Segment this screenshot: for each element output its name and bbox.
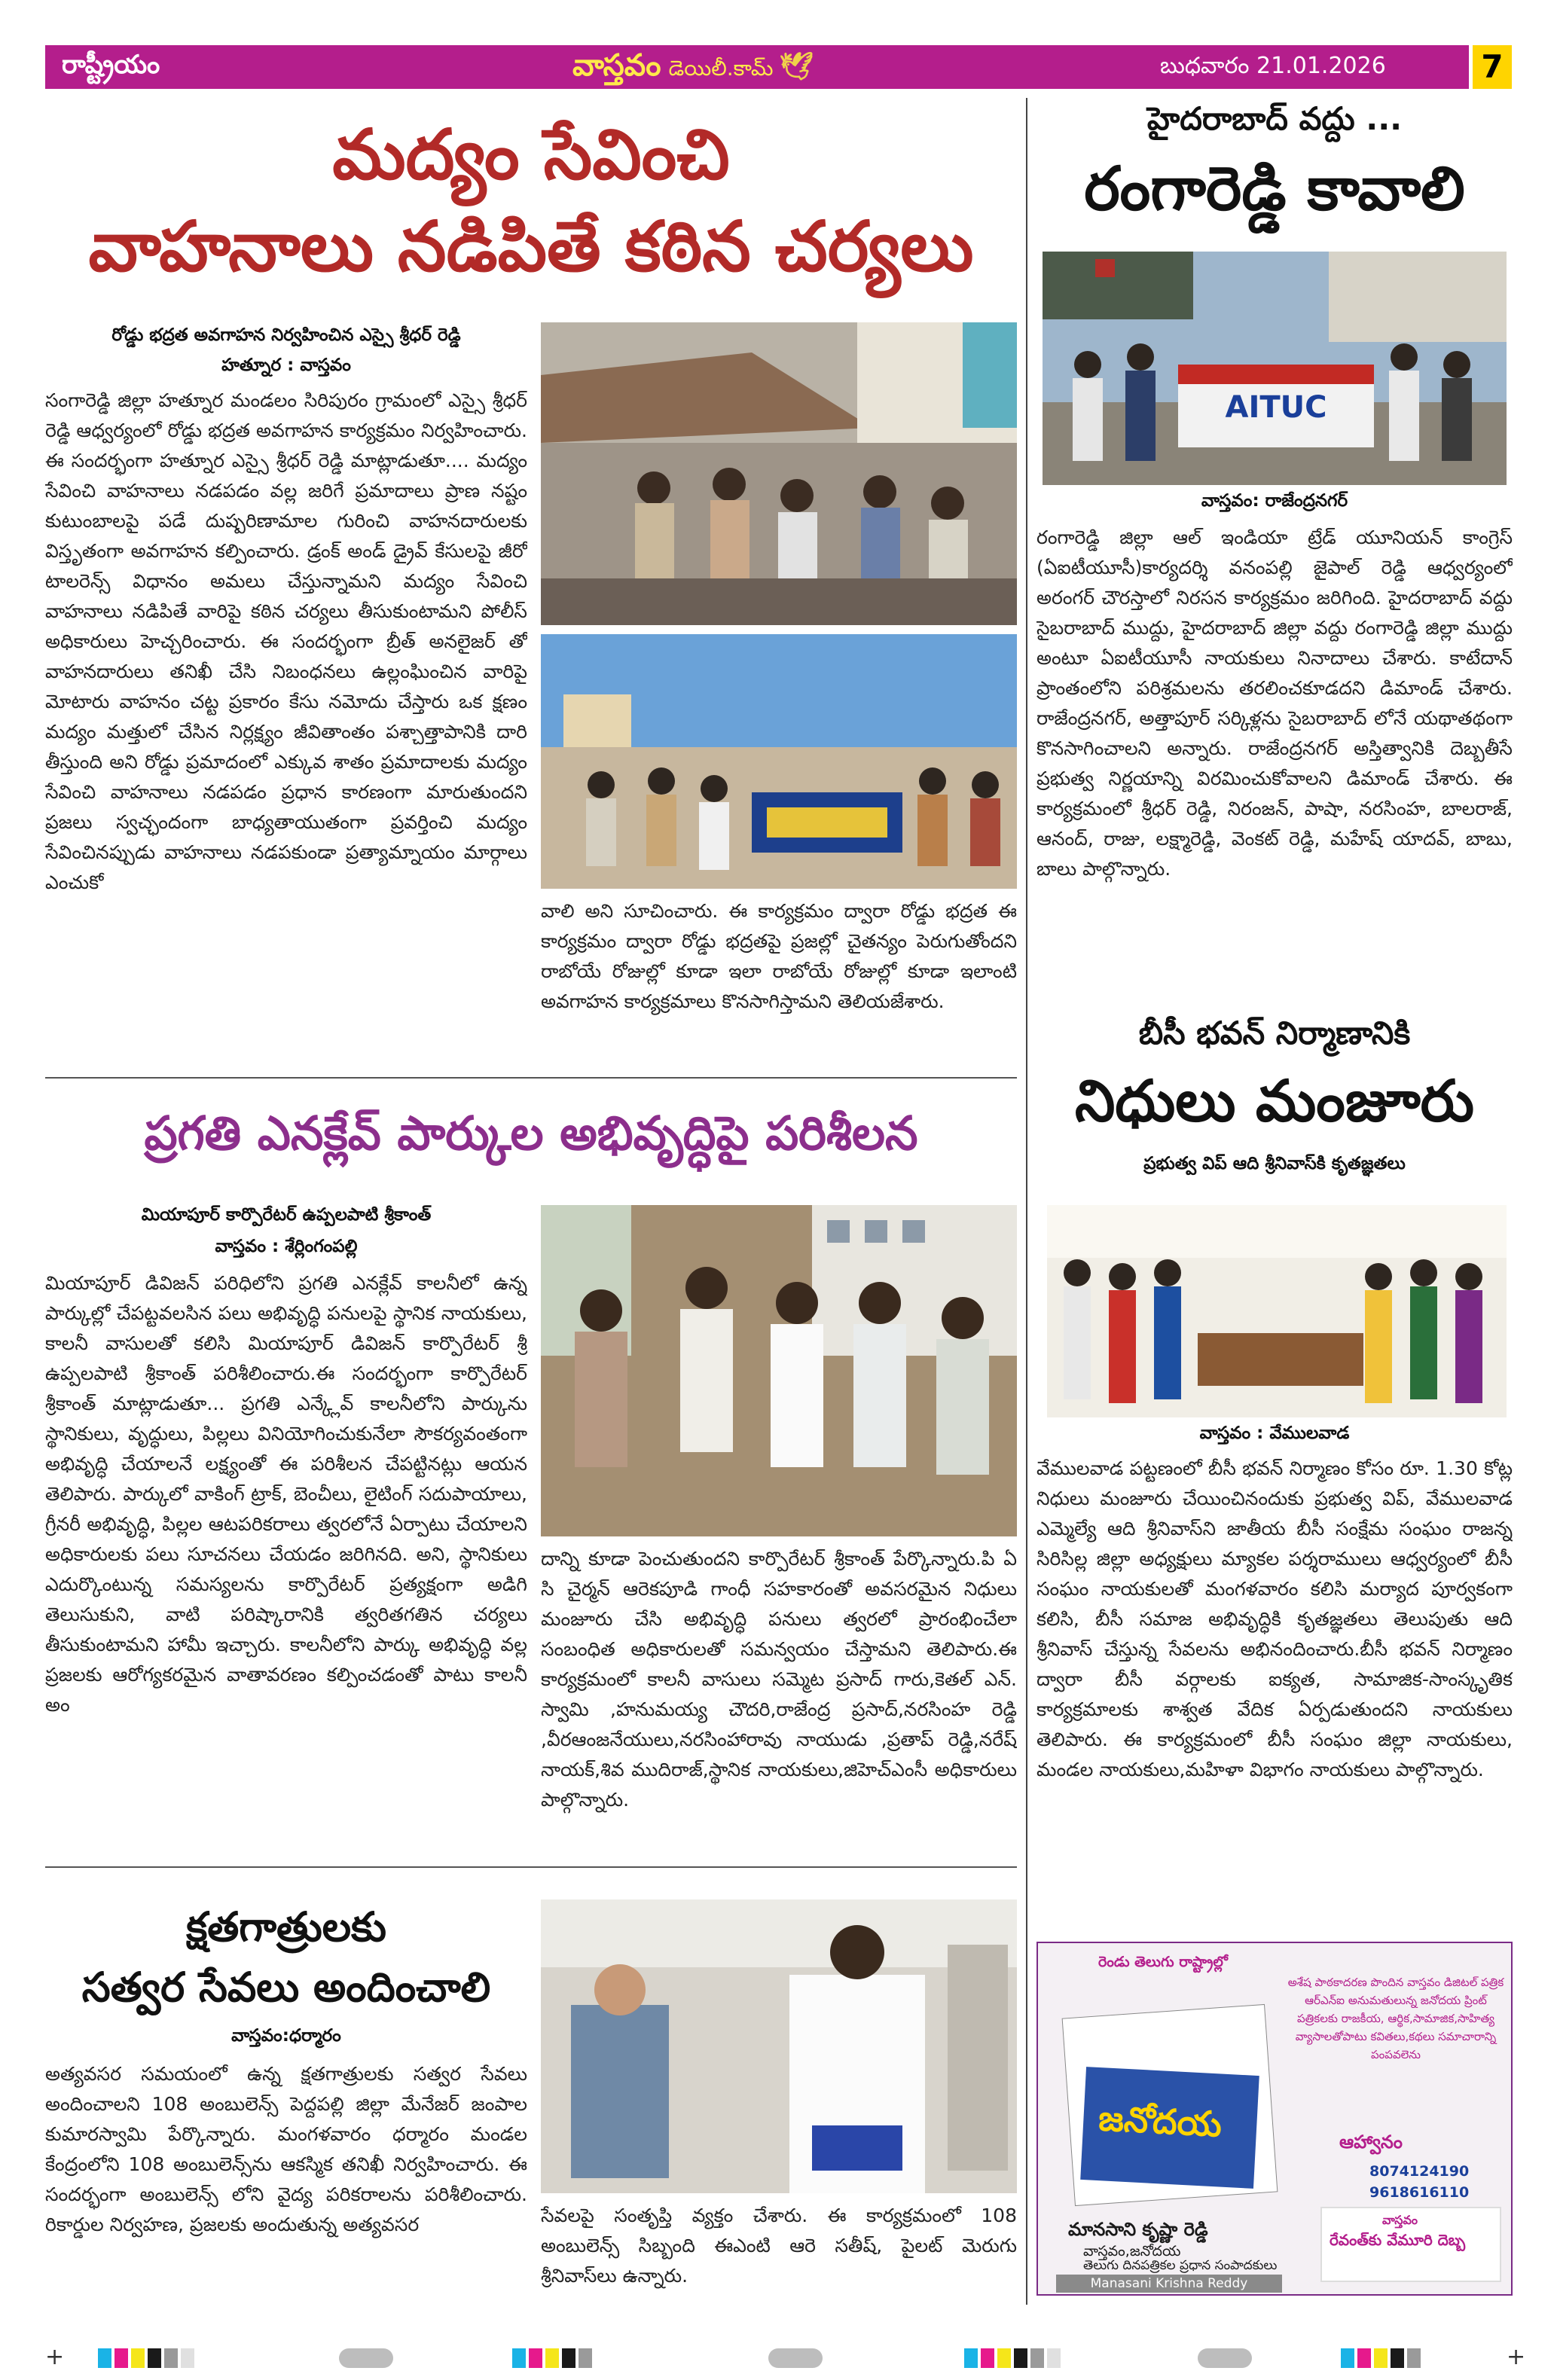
article2-banner-text: AITUC bbox=[1225, 390, 1327, 425]
article1-headline-line2: వాహనాలు నడిపితే కఠిన చర్యలు bbox=[88, 206, 974, 287]
divider-2 bbox=[45, 1866, 1017, 1868]
masthead bbox=[572, 48, 814, 90]
registration-cross-left: + bbox=[45, 2344, 65, 2370]
article1-body-right: వాలి అని సూచించారు. ఈ కార్యక్రమం ద్వారా రోడ్డు భద్రత ఈ కార్యక్రమం ద్వారా రోడ్డు భద్రతపై ప్రజల్లో చైతన్యం పెరుగుతోందని రాబోయే రోజుల్లో కూడా ఇలా రాబోయే రోజుల్లో కూడా ఇలాంటి అవగాహన కార్యక్రమాలు కొనసాగిస్తామని తెలియజేశారు. bbox=[541, 900, 1017, 1012]
ad-editor-name: మానసాని కృష్ణా రెడ్డి bbox=[1068, 2219, 1208, 2240]
section-name: రాష్ట్రీయం bbox=[62, 50, 160, 80]
page-number: 7 bbox=[1473, 45, 1512, 89]
ad-magazine-cover-2 bbox=[1080, 2067, 1259, 2189]
article5-headline-line2: సత్వర సేవలు అందించాలి bbox=[81, 1963, 491, 2011]
article3-subhead: మియాపూర్ కార్పొరేటర్ ఉప్పలపాటి శ్రీకాంత్ bbox=[141, 1205, 432, 1225]
ad-invite: ఆహ్వానం bbox=[1339, 2131, 1403, 2153]
article2-body: రంగారెడ్డి జిల్లా ఆల్ ఇండియా ట్రేడ్ యూనియన్ కాంగ్రెస్ (ఏఐటీయూసీ)కార్యదర్శి వనంపల్లి జైపాల్ రెడ్డి ఆధ్వర్యంలో అరంగర్ చౌరస్తాలో నిరసన కార్యక్రమం జరిగింది. హైదరాబాద్ వద్దు సైబరాబాద్ ముద్దు, హైదరాబాద్ జిల్లా వద్దు రంగారెడ్డి జిల్లా ముద్దు అంటూ ఏఐటీయూసీ నాయకులు నినాదాలు చేశారు. కాటేదాన్ ప్రాంతంలోని పరిశ్రమలను తరలించకూడదని డిమాండ్ చేశారు. రాజేంద్రనగర్, అత్తాపూర్ సర్కిళ్లను సైబరాబాద్ లోనే యథాతథంగా కొనసాగించాలని అన్నారు. రాజేంద్రనగర్ అస్తిత్వానికి దెబ్బతీసే ప్రభుత్వ నిర్ణయాన్ని విరమించుకోవాలని డిమాండ్ చేశారు. ఈ కార్యక్రమంలో శ్రీధర్ రెడ్డి, నిరంజన్, పాషా, నరసింహ, బాలరాజ్, ఆనంద్, రాజు, లక్ష్మారెడ్డి, వెంకట్ రెడ్డి, మహేష్ యాదవ్, బాబు, బాలు పాల్గొన్నారు. bbox=[1036, 526, 1513, 880]
article5-body-right: సేవలపై సంతృప్తి వ్యక్తం చేశారు. ఈ కార్యక్రమంలో 108 అంబులెన్స్ సిబ్బంది ఈఎంటి ఆరె సతీష్, పైలట్ మెరుగు శ్రీనివాస్‌లు ఉన్నారు. bbox=[541, 2205, 1017, 2287]
article4-dateline: వాస్తవం : వేములవాడ bbox=[1199, 1423, 1350, 1443]
article1-dateline: హత్నూర : వాస్తవం bbox=[221, 355, 351, 375]
ad-phone1: 8074124190 bbox=[1369, 2163, 1470, 2180]
article2-dateline: వాస్తవం: రాజేంద్రనగర్ bbox=[1201, 491, 1348, 511]
article4-headline: నిధులు మంజూరు bbox=[1074, 1067, 1475, 1134]
article1-subhead: రోడ్డు భద్రత అవగాహన నిర్వహించిన ఎస్సై శ్రీధర్ రెడ్డి bbox=[111, 325, 461, 345]
article3-dateline: వాస్తవం : శేర్లింగంపల్లి bbox=[215, 1237, 358, 1256]
ad-right-text: అశేష పాఠకాదరణ పొందిన వాస్తవం డిజిటల్ పత్రిక ఆర్ఎన్ఐ అనుమతులున్న జనోదయ ప్రింట్ పత్రికలకు రాజకీయ, ఆర్థిక,సామాజిక,సాహిత్య వ్యాసాలతోపాటు కవితలు,కథలు సమాచారాన్ని పంపవలెను bbox=[1287, 1976, 1504, 2061]
article2-kicker: హైదరాబాద్ వద్దు ... bbox=[1146, 100, 1403, 137]
registration-pill-3 bbox=[1198, 2348, 1252, 2368]
article5-dateline: వాస్తవం:ధర్మారం bbox=[231, 2026, 341, 2046]
subscription-ad bbox=[1036, 1942, 1513, 2296]
article1-photo-top bbox=[541, 322, 1017, 625]
article2-headline: రంగారెడ్డి కావాలి bbox=[1084, 153, 1465, 224]
article5-headline-line1: క్షతగాత్రులకు bbox=[186, 1902, 386, 1951]
article4-subhead: ప్రభుత్వ విప్ ఆది శ్రీనివాస్‌కి కృతజ్ఞతలు bbox=[1143, 1154, 1406, 1173]
bird-icon: 🕊 bbox=[779, 51, 814, 82]
article1-photo-bottom bbox=[541, 634, 1017, 889]
ad-promo bbox=[1320, 2207, 1501, 2282]
article3-body-left: మియాపూర్ డివిజన్ పరిధిలోని ప్రగతి ఎనక్లేవ్ కాలనీలో ఉన్న పార్కుల్లో చేపట్టవలసిన పలు అభివృద్ధి పనులపై స్థానిక నాయకులు, కాలనీ వాసులతో కలిసి మియాపూర్ డివిజన్ కార్పొరేటర్ శ్రీ ఉప్పలపాటి శ్రీకాంత్ పరిశీలించారు.ఈ సందర్భంగా కార్పొరేటర్ శ్రీకాంత్ మాట్లాడుతూ... ప్రగతి ఎన్క్లేవ్ కాలనీలోని పార్కును స్థానికులు, వృద్ధులు, పిల్లలు వినియోగించుకునేలా సౌకర్యవంతంగా అభివృద్ధి చేయాలనే లక్ష్యంతో ఈ పరిశీలన చేపట్టినట్లు ఆయన తెలిపారు. పార్కులో వాకింగ్ ట్రాక్, బెంచీలు, లైటింగ్ సదుపాయాలు, గ్రీనరీ అభివృద్ధి, పిల్లల ఆటపరికరాలు త్వరలోనే ఏర్పాటు చేయాలని అధికారులకు పలు సూచనలు చేయడం జరిగినది. అని, స్థానికులు ఎదుర్కొంటున్న సమస్యలను కార్పొరేటర్ ప్రత్యక్షంగా అడిగి తెలుసుకుని, వాటి పరిష్కారానికి త్వరితగతిన చర్యలు తీసుకుంటామని హామీ ఇచ్చారు. కాలనీలోని పార్కు అభివృద్ధి వల్ల ప్రజలకు ఆరోగ్యకరమైన వాతావరణం కల్పించడంతో పాటు కాలనీ అం bbox=[45, 1272, 527, 1716]
article5-photo bbox=[541, 1899, 1017, 2193]
color-bar-1 bbox=[98, 2348, 249, 2368]
divider-1 bbox=[45, 1077, 1017, 1079]
article3-photo bbox=[541, 1205, 1017, 1536]
registration-pill-1 bbox=[339, 2348, 393, 2368]
ad-editor-role2: తెలుగు దినపత్రికల ప్రధాన సంపాదకులు bbox=[1083, 2258, 1278, 2273]
section-header-bar bbox=[45, 45, 1469, 89]
ad-magazine-title: జనోదయ bbox=[1098, 2098, 1223, 2145]
color-bar-2 bbox=[512, 2348, 663, 2368]
masthead-sub: డెయిలీ.కామ్ bbox=[668, 56, 774, 81]
registration-cross-right: + bbox=[1507, 2344, 1526, 2370]
article3-headline: ప్రగతి ఎనక్లేవ్ పార్కుల అభివృద్ధిపై పరిశీలన bbox=[144, 1106, 918, 1161]
article2-photo bbox=[1043, 252, 1507, 485]
ad-promo-text: రేవంత్‌కు వేమూరి దెబ్బ bbox=[1330, 2231, 1466, 2249]
color-bar-3 bbox=[964, 2348, 1130, 2368]
article5-body: అత్యవసర సమయంలో ఉన్న క్షతగాత్రులకు సత్వర సేవలు అందించాలని 108 అంబులెన్స్ పెద్దపల్లి జిల్లా మేనేజర్ జంపాల కుమారస్వామి పేర్కొన్నారు. మంగళవారం ధర్మారం మండల కేంద్రంలోని 108 అంబులెన్స్‌ను ఆకస్మిక తనిఖీ నిర్వహించారు. ఈ సందర్భంగా అంబులెన్స్ లోని వైద్య పరికరాలను పరిశీలించారు. రికార్డుల నిర్వహణ, ప్రజలకు అందుతున్న అత్యవసర bbox=[45, 2063, 527, 2235]
masthead-title: వాస్తవం bbox=[572, 48, 661, 83]
ad-name-strip: Manasani Krishna Reddy bbox=[1056, 2275, 1282, 2293]
ad-editor-role: వాస్తవం,జనోదయ bbox=[1083, 2243, 1181, 2259]
color-bar-4 bbox=[1341, 2348, 1491, 2368]
article1-body-left: సంగారెడ్డి జిల్లా హత్నూర మండలం సిరిపురం గ్రామంలో ఎస్సై శ్రీధర్ రెడ్డి ఆధ్వర్యంలో రోడ్డు భద్రత అవగాహన కార్యక్రమం నిర్వహించారు. ఈ సందర్భంగా హత్నూర ఎస్సై శ్రీధర్ రెడ్డి మాట్లాడుతూ.... మద్యం సేవించి వాహనాలు నడపడం వల్ల జరిగే ప్రమాదాలు ప్రాణ నష్టం కుటుంబాలపై పడే దుష్పరిణామాల గురించి వాహనదారులకు విస్తృతంగా అవగాహన కల్పించారు. డ్రంక్ అండ్ డ్రైవ్ కేసులపై జీరో టాలరెన్స్ విధానం అమలు చేస్తున్నామని మద్యం సేవించి వాహనాలు నడిపితే వారిపై కఠిన చర్యలు తీసుకుంటామని పోలీస్ అధికారులు హెచ్చరించారు. ఈ సందర్భంగా బ్రీత్ అనలైజర్ తో వాహనదారులు తనిఖీ చేసి నిబంధనలు ఉల్లంఘించిన వారిపై మోటారు వాహనం చట్ట ప్రకారం కేసు నమోదు చేస్తారు ఒక క్షణం మద్యం మత్తులో చేసిన నిర్లక్ష్యం జీవితాంతం పశ్చాత్తాపానికి దారి తీస్తుంది అని రోడ్డు ప్రమాదంలో ఎక్కువ శాతం ప్రమాదాలకు మద్యం సేవించి వాహనాలు నడపడం ప్రధాన కారణంగా మారుతుందని ప్రజలు స్వచ్ఛందంగా బాధ్యతాయుతంగా ప్రవర్తించి మద్యం సేవించినప్పుడు వాహనాలు నడపకుండా ప్రత్యామ్నాయం మార్గాలు ఎంచుకో bbox=[45, 389, 527, 893]
ad-vastavam-tag: వాస్తవం bbox=[1382, 2213, 1418, 2227]
issue-date: బుధవారం 21.01.2026 bbox=[1160, 53, 1386, 79]
registration-pill-2 bbox=[768, 2348, 823, 2368]
article4-kicker: బీసీ భవన్ నిర్మాణానికి bbox=[1138, 1015, 1411, 1051]
article1-headline-line1: మద్యం సేవించి bbox=[332, 114, 730, 195]
ad-line1: రెండు తెలుగు రాష్ట్రాల్లో bbox=[1098, 1954, 1228, 1970]
article4-body: వేములవాడ పట్టణంలో బీసీ భవన్ నిర్మాణం కోసం రూ. 1.30 కోట్ల నిధులు మంజూరు చేయించినందుకు ప్రభుత్వ విప్, వేములవాడ ఎమ్మెల్యే ఆది శ్రీనివాస్‌ని జాతీయ బీసీ సంక్షేమ సంఘం రాజన్న సిరిసిల్ల జిల్లా అధ్యక్షులు మ్యాకల పర్శరాములు ఆధ్వర్యంలో బీసీ సంఘం నాయకులతో మంగళవారం కలిసి మర్యాద పూర్వకంగా కలిసి, బీసీ సమాజ అభివృద్ధికి కృతజ్ఞతలు తెలుపుతు ఆది శ్రీనివాస్ చేస్తున్న సేవలను అభినందించారు.బీసీ భవన్ నిర్మాణం ద్వారా బీసీ వర్గాలకు ఐక్యత, సామాజిక-సాంస్కృతిక కార్యక్రమాలకు శాశ్వత వేదిక ఏర్పడుతుందని నాయకులు తెలిపారు. ఈ కార్యక్రమంలో బీసీ సంఘం జిల్లా నాయకులు, మండల నాయకులు,మహిళా విభాగం నాయకులు పాల్గొన్నారు. bbox=[1036, 1457, 1513, 1780]
column-divider bbox=[1026, 98, 1027, 2305]
ad-phone2: 9618616110 bbox=[1369, 2184, 1470, 2201]
article4-photo bbox=[1047, 1205, 1507, 1417]
article3-body-right: దాన్ని కూడా పెంచుతుందని కార్పొరేటర్ శ్రీకాంత్ పేర్కొన్నారు.పి ఏ సి చైర్మన్ ఆరెకపూడి గాంధీ సహకారంతో అవసరమైన నిధులు మంజూరు చేసి అభివృద్ధి పనులు త్వరలో ప్రారంభించేలా సంబంధిత అధికారులతో సమన్వయం చేస్తామని తెలిపారు.ఈ కార్యక్రమంలో కాలనీ వాసులు సమ్మెట ప్రసాద్ గారు,కెతల్ ఎన్. స్వామి ,హనుమయ్య చౌదరి,రాజేంద్ర ప్రసాద్,నరసింహ రెడ్డి ,వీరఆంజనేయులు,నరసింహారావు నాయుడు ,ప్రతాప్ రెడ్డి,నరేష్ నాయక్,శివ ముదిరాజ్,స్థానిక నాయకులు,జిహెచ్ఎంసీ అధికారులు పాల్గొన్నారు. bbox=[541, 1548, 1017, 1811]
